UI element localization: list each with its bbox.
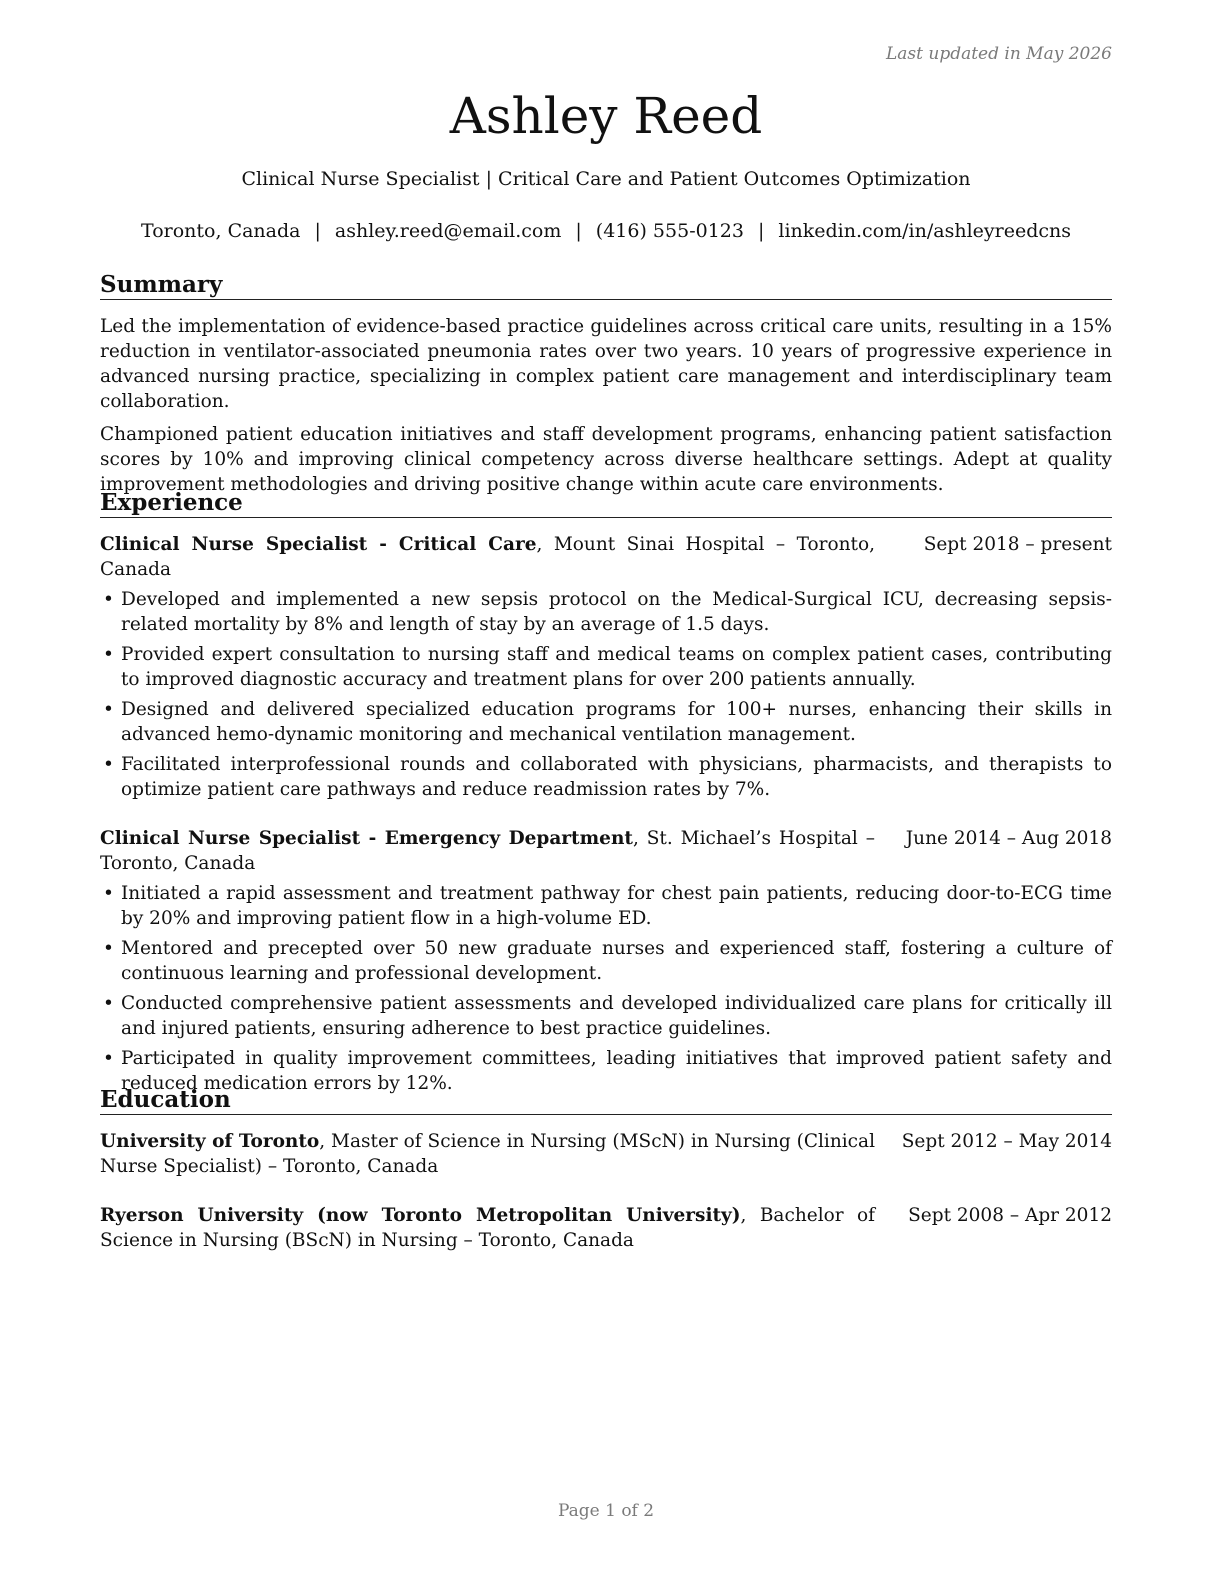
bullet-icon: • bbox=[103, 644, 114, 665]
bullet-icon: • bbox=[103, 993, 114, 1014]
contact-separator: | bbox=[757, 220, 765, 242]
school-name: Ryerson University (now Toronto Metropolitan University) bbox=[100, 1205, 741, 1226]
bullet-text: Initiated a rapid assessment and treatment pathway for chest pain patients, reducing door-to-ECG time by 20% and improving patient flow in a high-volume ED. bbox=[121, 883, 1112, 929]
job-dates: June 2014 – Aug 2018 bbox=[905, 828, 1112, 849]
contact-phone[interactable]: (416) 555-0123 bbox=[595, 220, 744, 242]
education-line bbox=[100, 1129, 875, 1179]
contact-line bbox=[100, 219, 1112, 243]
contact-separator: | bbox=[575, 220, 582, 242]
bullet-text: Provided expert consultation to nursing staff and medical teams on complex patient cases, contributing to improved diagnostic accuracy and treatment plans for over 200 patients annually. bbox=[121, 644, 1112, 690]
bullet-text: Conducted comprehensive patient assessments and developed individualized care plans for critically ill and injured patients, ensuring adherence to best practice guidelines. bbox=[121, 993, 1112, 1039]
section-title-summary: Summary bbox=[100, 271, 1112, 300]
contact-email[interactable]: ashley.reed@email.com bbox=[334, 220, 562, 242]
bullet-text: Developed and implemented a new sepsis protocol on the Medical-Surgical ICU, decreasing sepsis-related mortality by 8% and length of stay by an average of 1.5 days. bbox=[121, 589, 1112, 635]
degree-text: , Bachelor of Science in Nursing (BScN) in Nursing – Toronto, Canada bbox=[100, 1205, 876, 1251]
list-item bbox=[100, 936, 1112, 986]
bullet-icon: • bbox=[103, 589, 114, 610]
job-bullets bbox=[100, 881, 1112, 1096]
bullet-text: Participated in quality improvement committees, leading initiatives that improved patient safety and reduced medication errors by 12%. bbox=[121, 1048, 1112, 1094]
experience-section bbox=[100, 489, 1112, 1096]
summary-section bbox=[100, 271, 1112, 497]
last-updated: Last updated in May 2026 bbox=[885, 44, 1112, 64]
bullet-text: Facilitated interprofessional rounds and collaborated with physicians, pharmacists, and therapists to optimize patient care pathways and reduce readmission rates by 7%. bbox=[121, 754, 1112, 800]
education-entry bbox=[100, 1203, 1112, 1253]
list-item bbox=[100, 642, 1112, 692]
degree-text: , Master of Science in Nursing (MScN) in Nursing (Clinical Nurse Specialist) – Toronto, Canada bbox=[100, 1131, 875, 1177]
education-dates: Sept 2012 – May 2014 bbox=[901, 1131, 1112, 1152]
bullet-text: Designed and delivered specialized education programs for 100+ nurses, enhancing their skills in advanced hemo-dynamic monitoring and mechanical ventilation management. bbox=[121, 699, 1112, 745]
list-item bbox=[100, 697, 1112, 747]
candidate-name: Ashley Reed bbox=[449, 87, 763, 145]
list-item bbox=[100, 587, 1112, 637]
job-role: Clinical Nurse Specialist - Emergency Department bbox=[100, 828, 633, 849]
list-item bbox=[100, 881, 1112, 931]
list-item bbox=[100, 752, 1112, 802]
job-organization: , St. Michael’s Hospital – Toronto, Canada bbox=[100, 828, 875, 874]
job-organization: , Mount Sinai Hospital – Toronto, Canada bbox=[100, 534, 875, 580]
education-entry bbox=[100, 1129, 1112, 1179]
job-entry bbox=[100, 532, 1112, 802]
bullet-text: Mentored and precepted over 50 new graduate nurses and experienced staff, fostering a culture of continuous learning and professional development. bbox=[121, 938, 1112, 984]
education-dates: Sept 2008 – Apr 2012 bbox=[908, 1205, 1112, 1226]
job-title-line bbox=[100, 532, 875, 582]
bullet-icon: • bbox=[103, 699, 114, 720]
summary-paragraph: Led the implementation of evidence-based practice guidelines across critical care units, resulting in a 15% reduction in ventilator-associated pneumonia rates over two years. 10 years of progressive experience in advanced nursing practice, specializing in complex patient care management and interdisciplinary team collaboration. bbox=[100, 316, 1112, 412]
job-header bbox=[100, 532, 1112, 582]
school-name: University of Toronto bbox=[100, 1131, 320, 1152]
contact-separator: | bbox=[314, 220, 321, 242]
bullet-icon: • bbox=[103, 938, 114, 959]
education-line bbox=[100, 1203, 875, 1253]
section-title-education: Education bbox=[100, 1086, 1112, 1115]
bullet-icon: • bbox=[103, 883, 114, 904]
job-header bbox=[100, 826, 1112, 876]
job-title-line bbox=[100, 826, 875, 876]
section-title-experience: Experience bbox=[100, 489, 1112, 518]
job-dates: Sept 2018 – present bbox=[923, 534, 1112, 555]
page-number: Page 1 of 2 bbox=[557, 1501, 655, 1521]
list-item bbox=[100, 991, 1112, 1041]
resume-page bbox=[100, 0, 1112, 1584]
summary-paragraph: Championed patient education initiatives and staff development programs, enhancing patient satisfaction scores by 10% and improving clinical competency across diverse healthcare settings. Adept at quality improvement methodologies and driving positive change within acute care environments. bbox=[100, 424, 1112, 495]
job-bullets bbox=[100, 587, 1112, 802]
headline: Clinical Nurse Specialist | Critical Care and Patient Outcomes Optimization bbox=[241, 168, 971, 190]
education-section bbox=[100, 1086, 1112, 1253]
job-role: Clinical Nurse Specialist - Critical Care bbox=[100, 534, 537, 555]
bullet-icon: • bbox=[103, 754, 114, 775]
contact-linkedin[interactable]: linkedin.com/in/ashleyreedcns bbox=[778, 220, 1071, 242]
contact-location: Toronto, Canada bbox=[141, 220, 301, 242]
bullet-icon: • bbox=[103, 1048, 114, 1069]
job-entry bbox=[100, 826, 1112, 1096]
